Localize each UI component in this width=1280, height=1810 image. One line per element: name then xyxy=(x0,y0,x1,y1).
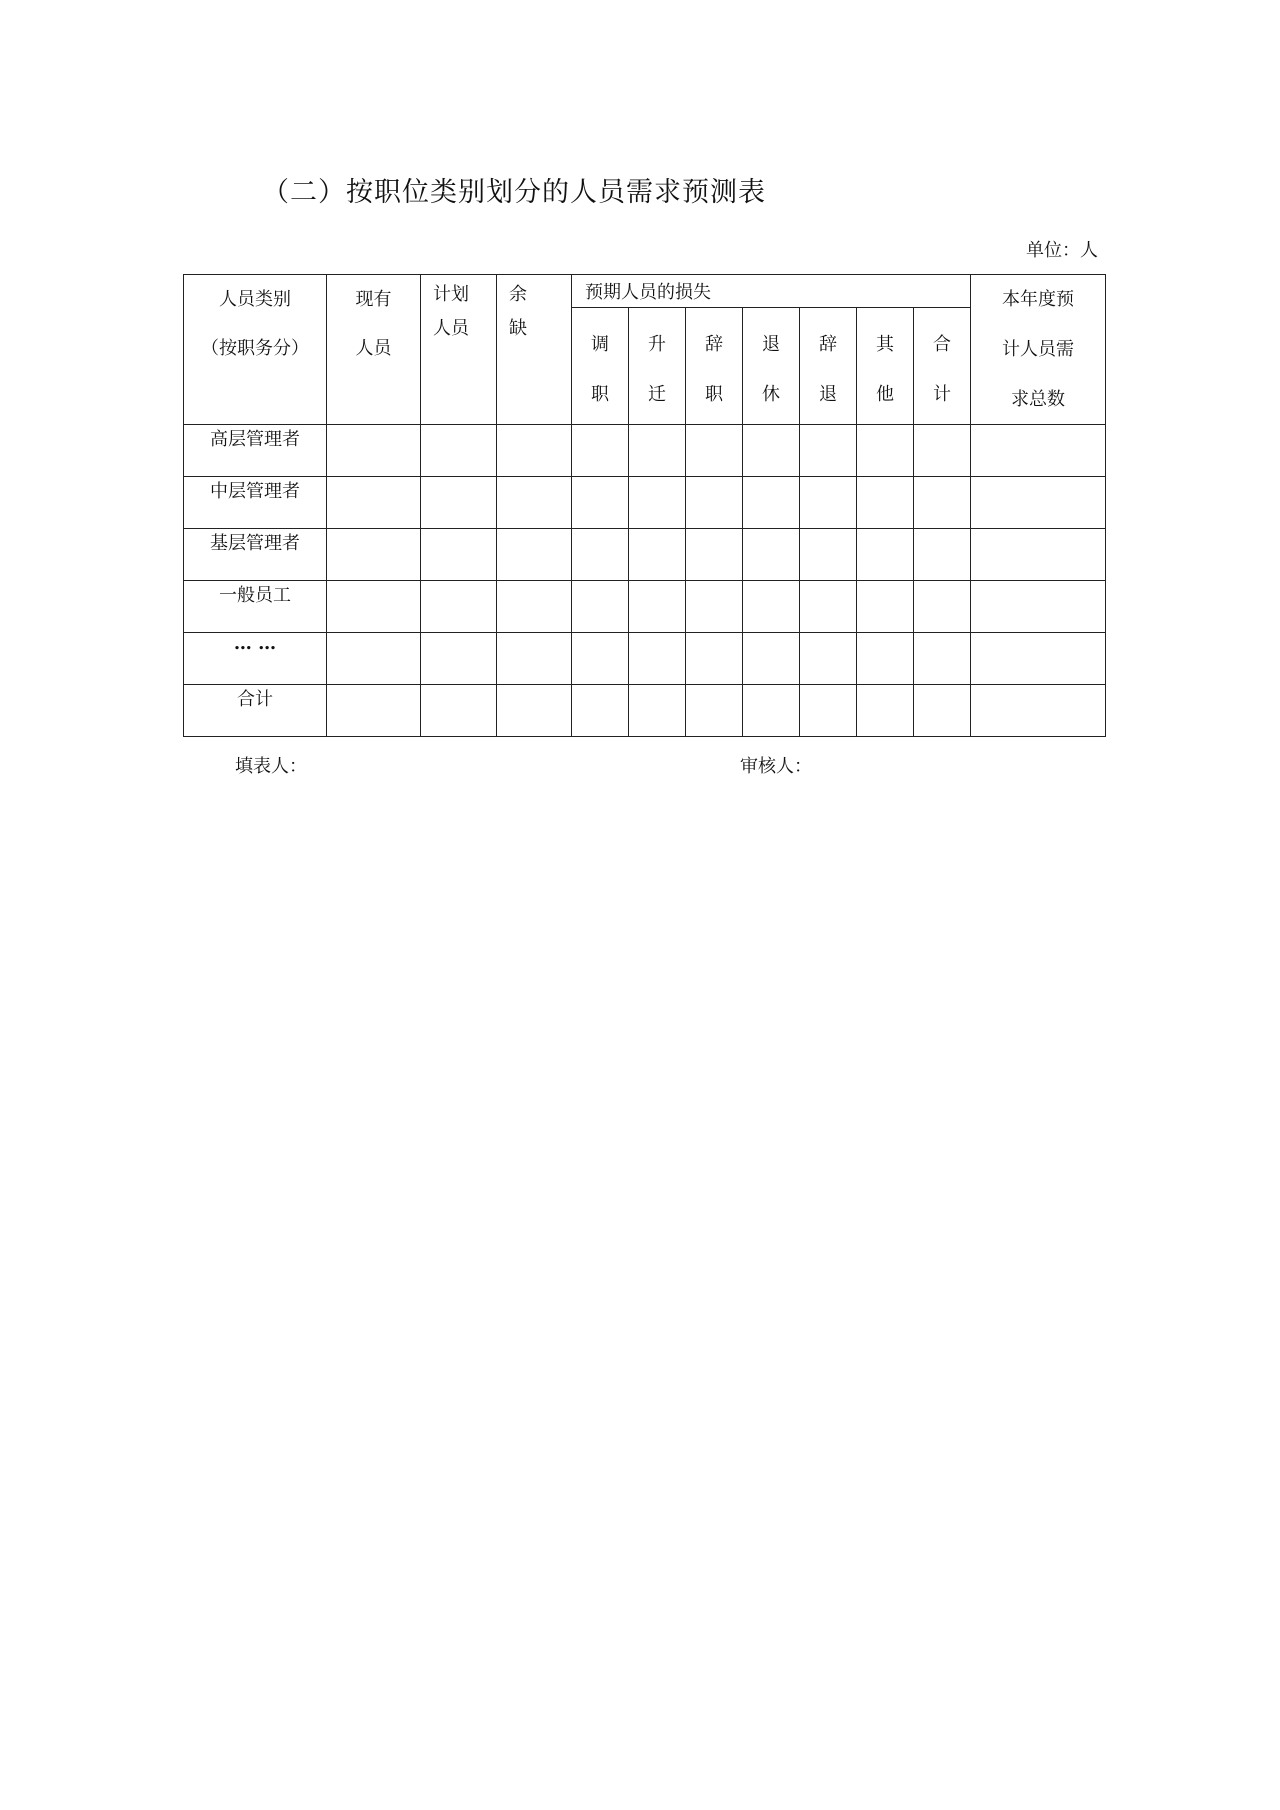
header-surplus xyxy=(497,275,572,425)
table-cell[interactable] xyxy=(421,581,497,633)
table-cell[interactable] xyxy=(857,477,914,529)
table-cell[interactable] xyxy=(743,581,800,633)
table-cell[interactable] xyxy=(629,529,686,581)
table-cell[interactable] xyxy=(914,581,971,633)
table-cell[interactable] xyxy=(800,425,857,477)
table-cell[interactable] xyxy=(971,425,1106,477)
table-row xyxy=(184,425,1106,477)
header-row-top xyxy=(184,275,1106,308)
table-cell[interactable] xyxy=(743,633,800,685)
table-row xyxy=(184,477,1106,529)
table-cell[interactable] xyxy=(800,581,857,633)
table-cell[interactable] xyxy=(629,633,686,685)
row-label: 合计 xyxy=(184,685,327,737)
table-cell[interactable] xyxy=(572,425,629,477)
table-cell[interactable] xyxy=(629,685,686,737)
table-cell[interactable] xyxy=(971,581,1106,633)
row-label: 基层管理者 xyxy=(184,529,327,581)
header-category-line1: 人员类别 xyxy=(219,289,291,310)
table-cell[interactable] xyxy=(572,581,629,633)
table-cell[interactable] xyxy=(421,477,497,529)
header-total-line2: 计人员需 xyxy=(1002,339,1074,360)
table-cell[interactable] xyxy=(800,633,857,685)
header-surplus-line1: 余 xyxy=(509,284,527,305)
table-cell[interactable] xyxy=(971,529,1106,581)
unit-label: 单位：人 xyxy=(1026,240,1098,261)
table-cell[interactable] xyxy=(686,477,743,529)
table-cell[interactable] xyxy=(327,425,421,477)
loss-col-line1: 辞 xyxy=(819,334,837,355)
table-cell[interactable] xyxy=(857,685,914,737)
header-planned-line2: 人员 xyxy=(433,318,469,339)
row-label: … … xyxy=(184,633,327,685)
table-cell[interactable] xyxy=(914,633,971,685)
table-cell[interactable] xyxy=(572,529,629,581)
header-total-line1: 本年度预 xyxy=(1002,289,1074,310)
loss-col-line2: 职 xyxy=(705,384,723,405)
table-row xyxy=(184,633,1106,685)
table-cell[interactable] xyxy=(497,477,572,529)
table-cell[interactable] xyxy=(572,477,629,529)
table-cell[interactable] xyxy=(327,477,421,529)
table-row xyxy=(184,529,1106,581)
loss-col-line2: 职 xyxy=(591,384,609,405)
table-cell[interactable] xyxy=(743,685,800,737)
table-cell[interactable] xyxy=(914,685,971,737)
table-cell[interactable] xyxy=(497,529,572,581)
table-cell[interactable] xyxy=(629,425,686,477)
header-loss-resignation xyxy=(686,308,743,425)
header-loss-other xyxy=(857,308,914,425)
table-cell[interactable] xyxy=(800,685,857,737)
table-cell[interactable] xyxy=(743,425,800,477)
table-cell[interactable] xyxy=(421,529,497,581)
loss-col-line1: 合 xyxy=(933,334,951,355)
table-cell[interactable] xyxy=(914,529,971,581)
header-planned-line1: 计划 xyxy=(433,284,469,305)
table-cell[interactable] xyxy=(743,477,800,529)
table-cell[interactable] xyxy=(971,685,1106,737)
table-cell[interactable] xyxy=(327,529,421,581)
loss-col-line2: 他 xyxy=(876,384,894,405)
header-current-line1: 现有 xyxy=(355,289,392,310)
table-cell[interactable] xyxy=(421,633,497,685)
header-loss-subtotal xyxy=(914,308,971,425)
table-cell[interactable] xyxy=(572,633,629,685)
table-cell[interactable] xyxy=(629,477,686,529)
loss-col-line1: 升 xyxy=(648,334,666,355)
table-cell[interactable] xyxy=(857,633,914,685)
table-cell[interactable] xyxy=(686,529,743,581)
loss-col-line2: 计 xyxy=(933,384,951,405)
header-loss-promotion xyxy=(629,308,686,425)
table-row xyxy=(184,581,1106,633)
table-cell[interactable] xyxy=(497,581,572,633)
table-cell[interactable] xyxy=(629,581,686,633)
table-cell[interactable] xyxy=(686,425,743,477)
table-row xyxy=(184,685,1106,737)
loss-col-line2: 退 xyxy=(819,384,837,405)
header-category xyxy=(184,275,327,425)
table-cell[interactable] xyxy=(497,425,572,477)
table-cell[interactable] xyxy=(327,581,421,633)
loss-col-line1: 其 xyxy=(876,334,894,355)
loss-col-line2: 迁 xyxy=(648,384,666,405)
header-surplus-line2: 缺 xyxy=(509,318,527,339)
table-cell[interactable] xyxy=(914,477,971,529)
header-loss-transfer xyxy=(572,308,629,425)
header-total-line3: 求总数 xyxy=(1011,389,1065,410)
table-cell[interactable] xyxy=(497,633,572,685)
header-current-line2: 人员 xyxy=(355,338,392,359)
header-total xyxy=(971,275,1106,425)
table-cell[interactable] xyxy=(914,425,971,477)
forecast-table xyxy=(183,274,1106,737)
filler-label: 填表人： xyxy=(235,756,307,777)
table-cell[interactable] xyxy=(421,685,497,737)
table-cell[interactable] xyxy=(857,529,914,581)
loss-col-line2: 休 xyxy=(762,384,780,405)
header-loss-dismissal xyxy=(800,308,857,425)
header-loss-group: 预期人员的损失 xyxy=(572,275,971,308)
row-label: 一般员工 xyxy=(184,581,327,633)
table-cell[interactable] xyxy=(971,477,1106,529)
loss-col-line1: 退 xyxy=(762,334,780,355)
table-cell[interactable] xyxy=(327,633,421,685)
table-cell[interactable] xyxy=(497,685,572,737)
table-cell[interactable] xyxy=(800,477,857,529)
header-planned xyxy=(421,275,497,425)
loss-col-line1: 调 xyxy=(591,334,609,355)
table-cell[interactable] xyxy=(686,633,743,685)
table-cell[interactable] xyxy=(686,685,743,737)
table-cell[interactable] xyxy=(743,529,800,581)
reviewer-label: 审核人： xyxy=(740,756,812,777)
table-cell[interactable] xyxy=(572,685,629,737)
loss-col-line1: 辞 xyxy=(705,334,723,355)
page-title: （二）按职位类别划分的人员需求预测表 xyxy=(262,177,766,208)
header-loss-retirement xyxy=(743,308,800,425)
table-cell[interactable] xyxy=(971,633,1106,685)
table-cell[interactable] xyxy=(857,581,914,633)
table-cell[interactable] xyxy=(857,425,914,477)
row-label: 中层管理者 xyxy=(184,477,327,529)
table-cell[interactable] xyxy=(421,425,497,477)
row-label: 高层管理者 xyxy=(184,425,327,477)
header-category-line2: （按职务分） xyxy=(201,338,309,359)
table-cell[interactable] xyxy=(800,529,857,581)
table-cell[interactable] xyxy=(327,685,421,737)
header-current xyxy=(327,275,421,425)
table-cell[interactable] xyxy=(686,581,743,633)
